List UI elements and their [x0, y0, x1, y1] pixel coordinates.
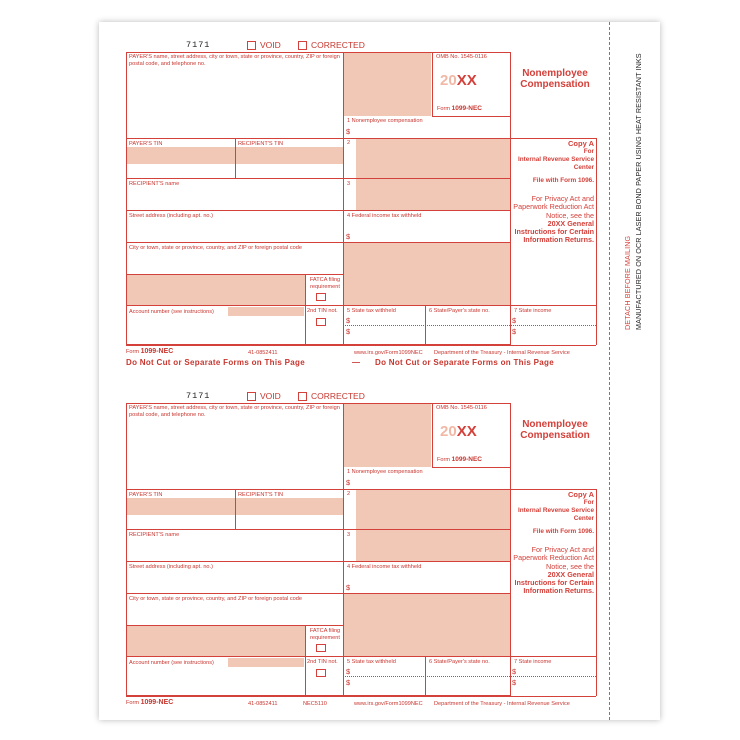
omb-number: OMB No. 1545-0116 — [436, 54, 487, 60]
paper-note: MANUFACTURED ON OCR LASER BOND PAPER USING HEAT RESISTANT INKS — [634, 53, 643, 330]
shaded-box — [344, 53, 431, 116]
copy-a-block: Copy A For Internal Revenue Service Center File with Form 1096. — [517, 139, 594, 184]
form-code: 7171 — [186, 40, 211, 50]
form-code: 7171 — [186, 391, 211, 401]
detach-note: DETACH BEFORE MAILING — [623, 235, 632, 330]
tax-year: 20XX — [440, 72, 477, 89]
fatca-label: FATCA filing requirement — [309, 628, 341, 641]
box7-label: 7 State income — [514, 659, 552, 665]
recipient-name-label: RECIPIENT'S name — [129, 181, 180, 187]
copy-a-block: Copy A For Internal Revenue Service Center File with Form 1096. — [517, 490, 594, 535]
form-name-small: Form 1099-NEC — [437, 105, 482, 112]
form-footer: Form 1099-NEC — [126, 348, 174, 355]
privacy-notice: For Privacy Act and Paperwork Reduction Act Notice, see the 20XX General Instructions for Certain Information Returns. — [513, 194, 594, 245]
void-checkbox[interactable] — [247, 41, 256, 50]
corrected-checkbox[interactable] — [298, 41, 307, 50]
street-label: Street address (including apt. no.) — [129, 564, 213, 570]
form-name-small: Form 1099-NEC — [437, 456, 482, 463]
footer-dept: Department of the Treasury - Internal Revenue Service — [434, 701, 570, 707]
fatca-label: FATCA filing requirement — [309, 277, 341, 290]
city-label: City or town, state or province, country, and ZIP or foreign postal code — [129, 245, 302, 251]
box6-label: 6 State/Payer's state no. — [429, 308, 490, 314]
void-checkbox[interactable] — [247, 392, 256, 401]
footer-number: 41-0852411 — [248, 701, 278, 707]
perforation-line — [609, 22, 610, 720]
form-copy-1: 7171 VOID CORRECTED PAYER'S name, street address, city or town, state or province, country, ZIP or foreign postal code, and telephone no. OMB No. 1545-0116 20XX Form 1099-NEC Nonemployee Compensation 1 Nonemployee compensation $ PAYER'S TIN RECIPIENT'S TIN 2 RECIPIENT'S name 3 Street address (including apt. no.) 4 Federal income tax withheld $ City or town, state or province, country, and ZIP or foreign postal code FATCA filing requirement Account number (see instructions) 2nd TIN not. 5 State tax withheld 6 State/Payer's state no. 7 State income $ $ $ $ Copy A For Internal Revenue Service Center File with Form 1096. For Privacy Act and Paperwork Reduction Act Notice, see the 20XX General Instructions for Certain Information Returns. Form 1099-NEC 41-0852411 www.irs.gov/Form1099NEC Department of the Treasury - Internal Revenue Service Do Not Cut or Separate Forms on This Page — Do Not Cut or Separate Forms on This Page — [126, 52, 596, 382]
tax-year: 20XX — [440, 423, 477, 440]
omb-number: OMB No. 1545-0116 — [436, 405, 487, 411]
payer-label: PAYER'S name, street address, city or town, state or province, country, ZIP or foreign postal code, and telephone no. — [129, 405, 340, 418]
payer-label: PAYER'S name, street address, city or town, state or province, country, ZIP or foreign postal code, and telephone no. — [129, 54, 340, 67]
corrected-checkbox[interactable] — [298, 392, 307, 401]
box4-label: 4 Federal income tax withheld — [347, 564, 422, 570]
form-copy-2: 7171 VOID CORRECTED PAYER'S name, street address, city or town, state or province, country, ZIP or foreign postal code, and telephone no. OMB No. 1545-0116 20XX Form 1099-NEC Nonemployee Compensation 1 Nonemployee compensation $ PAYER'S TIN RECIPIENT'S TIN 2 RECIPIENT'S name 3 Street address (including apt. no.) 4 Federal income tax withheld $ City or town, state or province, country, and ZIP or foreign postal code FATCA filing requirement Account number (see instructions) 2nd TIN not. 5 State tax withheld 6 State/Payer's state no. 7 State income $ $ $ $ Copy A For Internal Revenue Service Center File with Form 1096. For Privacy Act and Paperwork Reduction Act Notice, see the 20XX General Instructions for Certain Information Returns. Form 1099-NEC 41-0852411 NEC5110 www.irs.gov/Form1099NEC Department of the Treasury - Internal Revenue Service — [126, 403, 596, 720]
fatca-checkbox[interactable] — [316, 644, 326, 652]
payer-tin-label: PAYER'S TIN — [129, 141, 163, 147]
box1-label: 1 Nonemployee compensation — [347, 469, 423, 475]
box7-label: 7 State income — [514, 308, 552, 314]
side-margin — [613, 22, 658, 720]
street-label: Street address (including apt. no.) — [129, 213, 213, 219]
city-label: City or town, state or province, country, and ZIP or foreign postal code — [129, 596, 302, 602]
void-label: VOID — [260, 40, 281, 50]
box4-label: 4 Federal income tax withheld — [347, 213, 422, 219]
cut-warning-left: Do Not Cut or Separate Forms on This Page — [126, 358, 305, 367]
second-tin-checkbox[interactable] — [316, 318, 326, 326]
cut-warning-right: Do Not Cut or Separate Forms on This Page — [375, 358, 554, 367]
second-tin-label: 2nd TIN not. — [307, 659, 338, 665]
box3-label: 3 — [347, 532, 351, 538]
corrected-label: CORRECTED — [311, 40, 365, 50]
void-label: VOID — [260, 391, 281, 401]
recipient-tin-label: RECIPIENT'S TIN — [238, 492, 284, 498]
second-tin-label: 2nd TIN not. — [307, 308, 338, 314]
footer-extra: NEC5110 — [303, 701, 327, 707]
box6-label: 6 State/Payer's state no. — [429, 659, 490, 665]
account-label: Account number (see instructions) — [129, 309, 214, 315]
fatca-checkbox[interactable] — [316, 293, 326, 301]
form-footer: Form 1099-NEC — [126, 699, 174, 706]
box3-label: 3 — [347, 181, 351, 187]
privacy-notice: For Privacy Act and Paperwork Reduction Act Notice, see the 20XX General Instructions for Certain Information Returns. — [513, 545, 594, 596]
footer-dept: Department of the Treasury - Internal Revenue Service — [434, 350, 570, 356]
form-sheet — [99, 22, 660, 720]
recipient-name-label: RECIPIENT'S name — [129, 532, 180, 538]
box5-label: 5 State tax withheld — [347, 659, 396, 665]
shaded-box — [344, 404, 431, 467]
form-title: Nonemployee Compensation — [520, 419, 590, 441]
form-title: Nonemployee Compensation — [520, 68, 590, 90]
recipient-tin-label: RECIPIENT'S TIN — [238, 141, 284, 147]
footer-number: 41-0852411 — [248, 350, 278, 356]
footer-url: www.irs.gov/Form1099NEC — [354, 350, 423, 356]
cut-dash: — — [352, 358, 361, 367]
box2-label: 2 — [347, 140, 351, 146]
footer-url: www.irs.gov/Form1099NEC — [354, 701, 423, 707]
second-tin-checkbox[interactable] — [316, 669, 326, 677]
box1-label: 1 Nonemployee compensation — [347, 118, 423, 124]
box2-label: 2 — [347, 491, 351, 497]
box5-label: 5 State tax withheld — [347, 308, 396, 314]
account-label: Account number (see instructions) — [129, 660, 214, 666]
payer-tin-label: PAYER'S TIN — [129, 492, 163, 498]
corrected-label: CORRECTED — [311, 391, 365, 401]
